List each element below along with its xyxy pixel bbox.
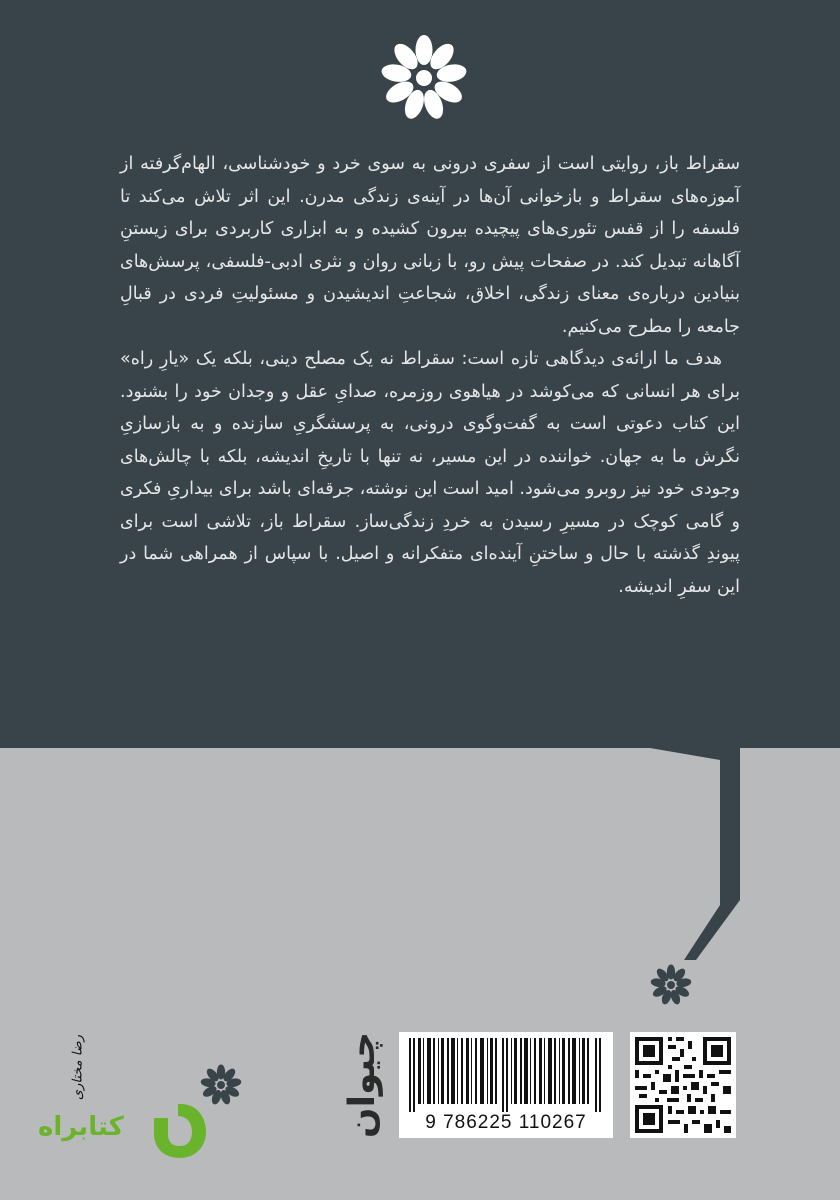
store-name: کتابراه <box>38 1112 124 1142</box>
qr-code <box>630 1032 736 1138</box>
blurb-paragraph: سقراط باز، روایتی است از سفری درونی به سوی خرد و خودشناسی، الهام‌گرفته از آموزه‌های سقراط و بازخوانی آن‌ها در آینه‌ی زندگی مدرن. این اثر تلاش می‌کند تا فلسفه را از قفس تئوری‌های پیچیده بیرون کشیده و به ابزاری کاربردی برای زیستنِ آگاهانه تبدیل کند. در صفحات پیش رو، با زبانی روان و نثری ادبی-فلسفی، پرسش‌های بنیادین درباره‌ی معنای زندگی، اخلاق، شجاعتِ اندیشیدن و مسئولیتِ فردی در قبالِ جامعه را مطرح می‌کنیم. <box>120 154 740 337</box>
store-logo-icon <box>150 1098 210 1162</box>
barcode-bars <box>409 1038 603 1112</box>
small-flower-icon <box>648 962 694 1008</box>
blurb-paragraph: هدف ما ارائه‌ی دیدگاهی تازه است: سقراط نه یک مصلح دینی، بلکه یک «یارِ راه» برای هر انسانی که می‌کوشد در هیاهوی روزمره، صدایِ عقل و وجدان خود را بشنود. این کتاب دعوتی است به گفت‌وگوی درونی، به پرسشگریِ سازنده و به بازسازیِ نگرش ما به جهان. خواننده در این مسیر، نه تنها با تاریخِ اندیشه، بلکه با چالش‌های وجودی خود نیز روبرو می‌شود. امید است این نوشته، جرقه‌ای باشد برای بیداریِ فکری و گامی کوچک در مسیرِ رسیدن به خردِ زندگی‌ساز. سقراط باز، تلاشی است برای پیوندِ گذشته با حال و ساختنِ آینده‌ای متفکرانه و اصیل. با سپاس از همراهی شما در این سفرِ اندیشه. <box>120 349 740 597</box>
isbn-number: 9 786225 110267 <box>425 1112 587 1133</box>
flower-ornament-icon <box>376 30 472 126</box>
isbn-barcode <box>399 1032 613 1138</box>
publisher-name: چیوان <box>342 1031 383 1139</box>
designer-signature: رضا مختاری <box>70 1034 86 1101</box>
back-cover-blurb <box>120 148 740 603</box>
publisher-logo <box>336 1030 388 1140</box>
